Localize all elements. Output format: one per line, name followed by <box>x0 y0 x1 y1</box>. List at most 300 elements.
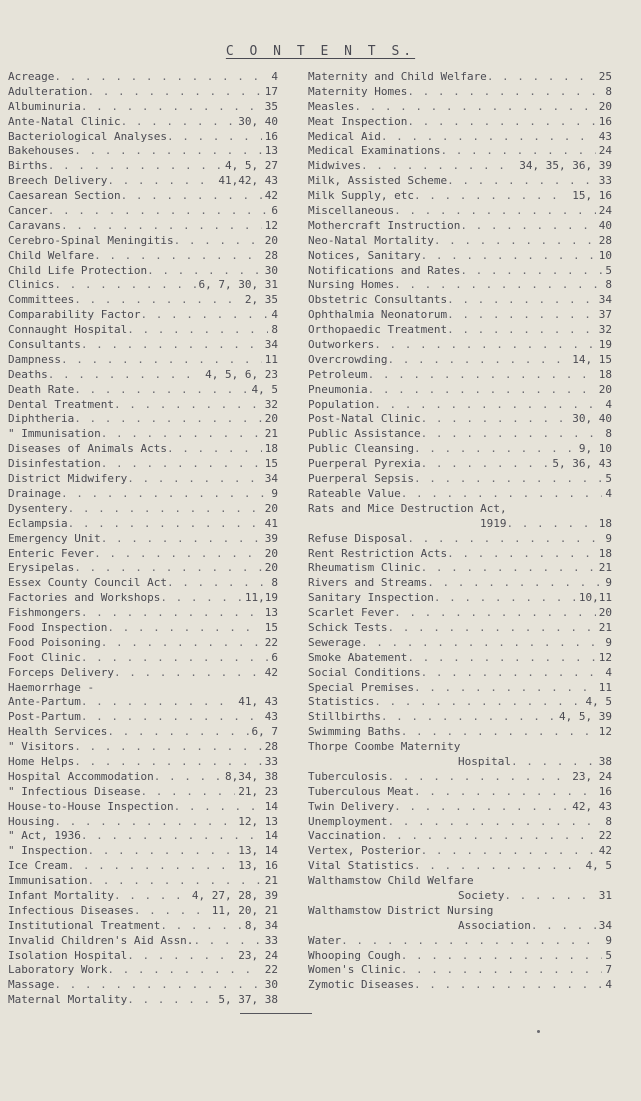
entry-label: Emergency Unit <box>8 531 101 545</box>
entry-pages: 33 <box>598 174 612 188</box>
index-entry <box>308 800 612 815</box>
entry-label: Invalid Children's Aid Assn. <box>8 933 194 947</box>
index-entry <box>8 219 278 234</box>
leader-dots <box>414 472 602 487</box>
entry-label: Dampness <box>8 352 61 366</box>
index-entry <box>8 815 278 830</box>
entry-pages: 28 <box>264 248 278 262</box>
index-entry <box>8 978 278 993</box>
entry-pages: 30 <box>264 263 278 277</box>
entry-label: Rent Restriction Acts <box>308 546 448 560</box>
leader-dots <box>74 561 262 576</box>
entry-label: Water <box>308 933 342 947</box>
entry-pages: 43 <box>598 129 612 143</box>
entry-label: Caesarean Section <box>8 189 121 203</box>
entry-label: 1919 <box>480 516 507 530</box>
entry-pages: 14, 15 <box>572 352 612 366</box>
leader-dots <box>387 353 569 368</box>
index-entry <box>308 532 612 547</box>
leader-dots <box>507 517 596 532</box>
entry-pages: 14 <box>264 829 278 843</box>
entry-label: Puerperal Pyrexia <box>308 457 421 471</box>
entry-pages: 6, 7 <box>251 725 278 739</box>
entry-pages: 34 <box>598 918 612 932</box>
entry-label: Fishmongers <box>8 606 81 620</box>
index-entry <box>308 487 612 502</box>
entry-label: Enteric Fever <box>8 546 95 560</box>
entry-label: Thorpe Coombe Maternity <box>308 740 461 754</box>
leader-dots <box>127 323 268 338</box>
entry-label: Forceps Delivery <box>8 665 114 679</box>
leader-dots <box>68 502 262 517</box>
entry-pages: 12 <box>598 725 612 739</box>
entry-label: Disinfestation <box>8 457 101 471</box>
index-entry <box>308 829 612 844</box>
index-entry <box>308 100 612 115</box>
leader-dots <box>160 591 242 606</box>
entry-pages: 4, 5 <box>585 695 612 709</box>
entry-label: Society <box>458 888 505 902</box>
leader-dots <box>140 308 268 323</box>
index-entry <box>8 889 278 904</box>
entry-label: Dental Treatment <box>8 397 114 411</box>
index-entry <box>8 695 278 710</box>
entry-label: Ophthalmia Neonatorum <box>308 308 448 322</box>
index-entry <box>8 144 278 159</box>
entry-label: Maternity Homes <box>308 84 408 98</box>
index-entry <box>308 963 612 978</box>
index-entry <box>308 144 612 159</box>
entry-pages: 13, 16 <box>238 859 278 873</box>
leader-dots <box>447 174 596 189</box>
leader-dots <box>434 234 596 249</box>
leader-dots <box>354 100 595 115</box>
entry-pages: 21 <box>598 561 612 575</box>
entry-pages: 9 <box>271 486 278 500</box>
index-entry <box>308 159 612 174</box>
leader-dots <box>121 189 262 204</box>
entry-label: Massage <box>8 978 55 992</box>
entry-pages: 4, 5 <box>251 382 278 396</box>
entry-pages: 21 <box>264 874 278 888</box>
index-entry <box>8 85 278 100</box>
entry-label: Deaths <box>8 367 48 381</box>
index-entry <box>8 934 278 949</box>
page-title: C O N T E N T S. <box>225 44 416 59</box>
entry-label: Rateable Value <box>308 486 401 500</box>
leader-dots <box>107 725 248 740</box>
index-entry <box>8 427 278 442</box>
leader-dots <box>447 323 596 338</box>
closing-rule <box>240 1013 312 1014</box>
index-entry <box>308 934 612 949</box>
entry-label: " Inspection <box>8 844 88 858</box>
entry-label: " Immunisation <box>8 427 101 441</box>
index-entry <box>8 174 278 189</box>
entry-label: Puerperal Sepsis <box>308 472 414 486</box>
leader-dots <box>174 234 262 249</box>
entry-label: Ante-Natal Clinic <box>8 114 121 128</box>
entry-pages: 33 <box>264 754 278 768</box>
leader-dots <box>447 547 596 562</box>
index-entry <box>8 561 278 576</box>
entry-pages: 13, 14 <box>238 844 278 858</box>
entry-label: Notifications and Rates <box>308 263 461 277</box>
leader-dots <box>504 889 595 904</box>
leader-dots <box>407 651 595 666</box>
entry-label: Obstetric Consultants <box>308 293 448 307</box>
leader-dots <box>374 398 602 413</box>
entry-label: Essex County Council Act <box>8 576 167 590</box>
leader-dots <box>74 293 242 308</box>
index-entry <box>308 323 612 338</box>
index-entry <box>308 130 612 145</box>
entry-label: Tuberculous Meat <box>308 784 414 798</box>
leader-dots <box>341 934 602 949</box>
entry-label: Food Poisoning <box>8 635 101 649</box>
entry-label: Scarlet Fever <box>308 606 395 620</box>
entry-pages: 11, 20, 21 <box>211 903 278 917</box>
leader-dots <box>167 576 268 591</box>
entry-label: Housing <box>8 814 55 828</box>
entry-label: Post-Partum <box>8 710 81 724</box>
leader-dots <box>174 800 262 815</box>
entry-label: Notices, Sanitary <box>308 248 421 262</box>
entry-pages: 21 <box>264 427 278 441</box>
entry-label: Special Premises <box>308 680 414 694</box>
index-entry <box>8 785 278 800</box>
leader-dots <box>394 800 569 815</box>
entry-pages: 32 <box>598 323 612 337</box>
leader-dots <box>394 204 596 219</box>
leader-dots <box>531 919 596 934</box>
entry-label: Hospital Accommodation <box>8 769 154 783</box>
entry-pages: 23, 24 <box>572 769 612 783</box>
index-entry <box>308 874 612 889</box>
entry-label: Food Inspection <box>8 620 108 634</box>
entry-label: Women's Clinic <box>308 963 401 977</box>
leader-dots <box>421 412 570 427</box>
entry-pages: 30 <box>264 978 278 992</box>
entry-label: Committees <box>8 293 75 307</box>
entry-pages: 37 <box>598 308 612 322</box>
entry-label: Diseases of Animals Acts <box>8 442 167 456</box>
entry-label: Smoke Abatement <box>308 650 408 664</box>
entry-pages: 8 <box>605 814 612 828</box>
leader-dots <box>414 978 602 993</box>
entry-pages: 42 <box>598 844 612 858</box>
entry-pages: 33 <box>264 933 278 947</box>
entry-pages: 8,34, 38 <box>225 769 278 783</box>
index-entry <box>308 651 612 666</box>
index-entry <box>8 963 278 978</box>
entry-pages: 8 <box>605 427 612 441</box>
leader-dots <box>101 532 262 547</box>
leader-dots <box>94 249 262 264</box>
leader-dots <box>81 651 269 666</box>
leader-dots <box>414 785 596 800</box>
index-entry <box>308 785 612 800</box>
entry-pages: 24 <box>598 204 612 218</box>
entry-pages: 7 <box>605 963 612 977</box>
leader-dots <box>61 219 262 234</box>
index-entry <box>8 368 278 383</box>
index-entry <box>8 487 278 502</box>
index-entry <box>8 993 278 1008</box>
entry-label: Stillbirths <box>308 710 381 724</box>
index-entry <box>308 472 612 487</box>
entry-label: Child Welfare <box>8 248 95 262</box>
entry-label: Refuse Disposal <box>308 531 408 545</box>
entry-pages: 42 <box>264 189 278 203</box>
entry-label: Infectious Diseases <box>8 903 134 917</box>
ink-speck <box>537 1030 540 1033</box>
leader-dots <box>81 338 262 353</box>
entry-label: Maternal Mortality <box>8 993 128 1007</box>
leader-dots <box>68 517 262 532</box>
leader-dots <box>487 70 596 85</box>
entry-label: Consultants <box>8 338 81 352</box>
leader-dots <box>368 383 596 398</box>
entry-pages: 20 <box>264 546 278 560</box>
leader-dots <box>407 115 595 130</box>
index-entry <box>8 651 278 666</box>
entry-pages: 35 <box>264 99 278 113</box>
entry-pages: 20 <box>598 382 612 396</box>
entry-label: Vaccination <box>308 829 381 843</box>
entry-label: Child Life Protection <box>8 263 148 277</box>
entry-label: Mothercraft Instruction <box>308 218 461 232</box>
entry-pages: 12 <box>264 218 278 232</box>
entry-pages: 41, 43 <box>238 695 278 709</box>
index-entry <box>308 904 612 919</box>
index-entry <box>308 695 612 710</box>
index-entry <box>308 189 612 204</box>
entry-label: Overcrowding <box>308 352 388 366</box>
leader-dots <box>68 859 236 874</box>
leader-dots <box>387 621 595 636</box>
leader-dots <box>81 100 262 115</box>
entry-pages: 4 <box>271 308 278 322</box>
leader-dots <box>48 204 269 219</box>
entry-pages: 4 <box>271 70 278 83</box>
entry-pages: 8 <box>271 576 278 590</box>
entry-pages: 18 <box>264 442 278 456</box>
entry-pages: 22 <box>264 635 278 649</box>
entry-pages: 15, 16 <box>572 189 612 203</box>
index-entry <box>308 919 612 934</box>
leader-dots <box>421 427 603 442</box>
entry-label: Dysentery <box>8 501 68 515</box>
entry-label: Population <box>308 397 375 411</box>
index-entry <box>8 308 278 323</box>
entry-pages: 18 <box>598 546 612 560</box>
index-entry <box>308 174 612 189</box>
index-entry <box>308 457 612 472</box>
index-entry <box>308 681 612 696</box>
entry-pages: 16 <box>598 114 612 128</box>
entry-label: Ice Cream <box>8 859 68 873</box>
entry-label: Haemorrhage - <box>8 680 95 694</box>
entry-pages: 9 <box>605 933 612 947</box>
entry-label: Death Rate <box>8 382 75 396</box>
entry-label: Walthamstow Child Welfare <box>308 874 474 888</box>
entry-label: House-to-House Inspection <box>8 799 174 813</box>
entry-label: Sewerage <box>308 635 361 649</box>
entry-pages: 20 <box>598 606 612 620</box>
leader-dots <box>48 159 222 174</box>
leader-dots <box>460 219 595 234</box>
entry-label: Home Helps <box>8 754 75 768</box>
entry-label: Maternity and Child Welfare <box>308 70 487 83</box>
index-entry <box>8 398 278 413</box>
index-entry <box>8 740 278 755</box>
index-entry <box>308 725 612 740</box>
leader-dots <box>61 487 268 502</box>
index-entry <box>308 591 612 606</box>
leader-dots <box>134 904 209 919</box>
leader-dots <box>127 993 215 1008</box>
entry-label: Births <box>8 159 48 173</box>
index-entry <box>308 234 612 249</box>
entry-pages: 8 <box>271 323 278 337</box>
entry-pages: 11 <box>598 680 612 694</box>
entry-pages: 11 <box>264 352 278 366</box>
entry-label: Rivers and Streams <box>308 576 428 590</box>
leader-dots <box>421 844 596 859</box>
entry-pages: 14 <box>264 799 278 813</box>
entry-label: Unemployment <box>308 814 388 828</box>
entry-label: Tuberculosis <box>308 769 388 783</box>
leader-dots <box>427 576 602 591</box>
entry-label: Medical Examinations <box>308 144 441 158</box>
entry-pages: 34 <box>598 293 612 307</box>
index-entry <box>308 636 612 651</box>
index-column-left <box>8 70 278 1008</box>
leader-dots <box>61 353 262 368</box>
index-entry <box>8 547 278 562</box>
index-entry <box>308 219 612 234</box>
entry-pages: 10 <box>598 248 612 262</box>
entry-pages: 34 <box>264 472 278 486</box>
entry-label: Milk, Assisted Scheme <box>308 174 448 188</box>
entry-pages: 38 <box>598 754 612 768</box>
entry-label: Clinics <box>8 278 55 292</box>
entry-label: Diphtheria <box>8 412 75 426</box>
index-entry <box>308 666 612 681</box>
index-entry <box>308 949 612 964</box>
entry-label: Schick Tests <box>308 620 388 634</box>
index-entry <box>308 770 612 785</box>
leader-dots <box>361 636 602 651</box>
entry-pages: 20 <box>264 412 278 426</box>
entry-label: Connaught Hospital <box>8 323 128 337</box>
entry-pages: 25 <box>598 70 612 83</box>
entry-label: Twin Delivery <box>308 799 395 813</box>
entry-label: Cerebro-Spinal Meningitis <box>8 233 174 247</box>
index-entry <box>308 889 612 904</box>
entry-label: Vital Statistics <box>308 859 414 873</box>
entry-pages: 41 <box>264 516 278 530</box>
entry-label: Rats and Mice Destruction Act, <box>308 501 507 515</box>
entry-pages: 5 <box>605 472 612 486</box>
entry-label: Public Cleansing <box>308 442 414 456</box>
leader-dots <box>147 264 262 279</box>
leader-dots <box>74 383 248 398</box>
index-entry <box>8 874 278 889</box>
index-entry <box>8 666 278 681</box>
index-entry <box>308 427 612 442</box>
index-entry <box>8 249 278 264</box>
entry-label: Vertex, Posterior <box>308 844 421 858</box>
leader-dots <box>101 636 262 651</box>
leader-dots <box>87 844 235 859</box>
entry-pages: 31 <box>598 888 612 902</box>
entry-pages: 17 <box>264 84 278 98</box>
leader-dots <box>114 398 262 413</box>
entry-pages: 40 <box>598 218 612 232</box>
index-entry <box>8 755 278 770</box>
leader-dots <box>87 874 261 889</box>
index-entry <box>8 919 278 934</box>
entry-pages: 24 <box>598 144 612 158</box>
index-entry <box>308 740 612 755</box>
leader-dots <box>101 457 262 472</box>
leader-dots <box>87 85 261 100</box>
entry-pages: 4, 5 <box>585 859 612 873</box>
index-entry <box>308 338 612 353</box>
entry-pages: 20 <box>264 501 278 515</box>
entry-pages: 6, 7, 30, 31 <box>198 278 278 292</box>
entry-label: Isolation Hospital <box>8 948 128 962</box>
entry-pages: 9 <box>605 531 612 545</box>
index-entry <box>308 710 612 725</box>
entry-pages: 39 <box>264 531 278 545</box>
leader-dots <box>414 189 569 204</box>
index-entry <box>8 457 278 472</box>
leader-dots <box>414 442 576 457</box>
leader-dots <box>160 919 242 934</box>
leader-dots <box>48 368 202 383</box>
entry-pages: 28 <box>264 740 278 754</box>
index-entry <box>8 70 278 85</box>
entry-pages: 20 <box>264 233 278 247</box>
leader-dots <box>401 487 603 502</box>
entry-pages: 16 <box>264 129 278 143</box>
entry-label: Petroleum <box>308 367 368 381</box>
leader-dots <box>54 278 195 293</box>
index-entry <box>308 412 612 427</box>
leader-dots <box>414 859 583 874</box>
entry-label: Whooping Cough <box>308 948 401 962</box>
entry-label: Meat Inspection <box>308 114 408 128</box>
entry-label: Bakehouses <box>8 144 75 158</box>
leader-dots <box>54 978 261 993</box>
index-entry <box>8 159 278 174</box>
leader-dots <box>401 963 603 978</box>
entry-pages: 42, 43 <box>572 799 612 813</box>
entry-pages: 41,42, 43 <box>218 174 278 188</box>
index-entry <box>8 115 278 130</box>
index-entry <box>308 502 612 517</box>
entry-label: Milk Supply, etc <box>308 189 414 203</box>
leader-dots <box>421 561 596 576</box>
entry-pages: 5 <box>605 948 612 962</box>
entry-pages: 16 <box>598 784 612 798</box>
index-entry <box>8 621 278 636</box>
entry-pages: 4, 5, 27 <box>225 159 278 173</box>
leader-dots <box>368 368 596 383</box>
